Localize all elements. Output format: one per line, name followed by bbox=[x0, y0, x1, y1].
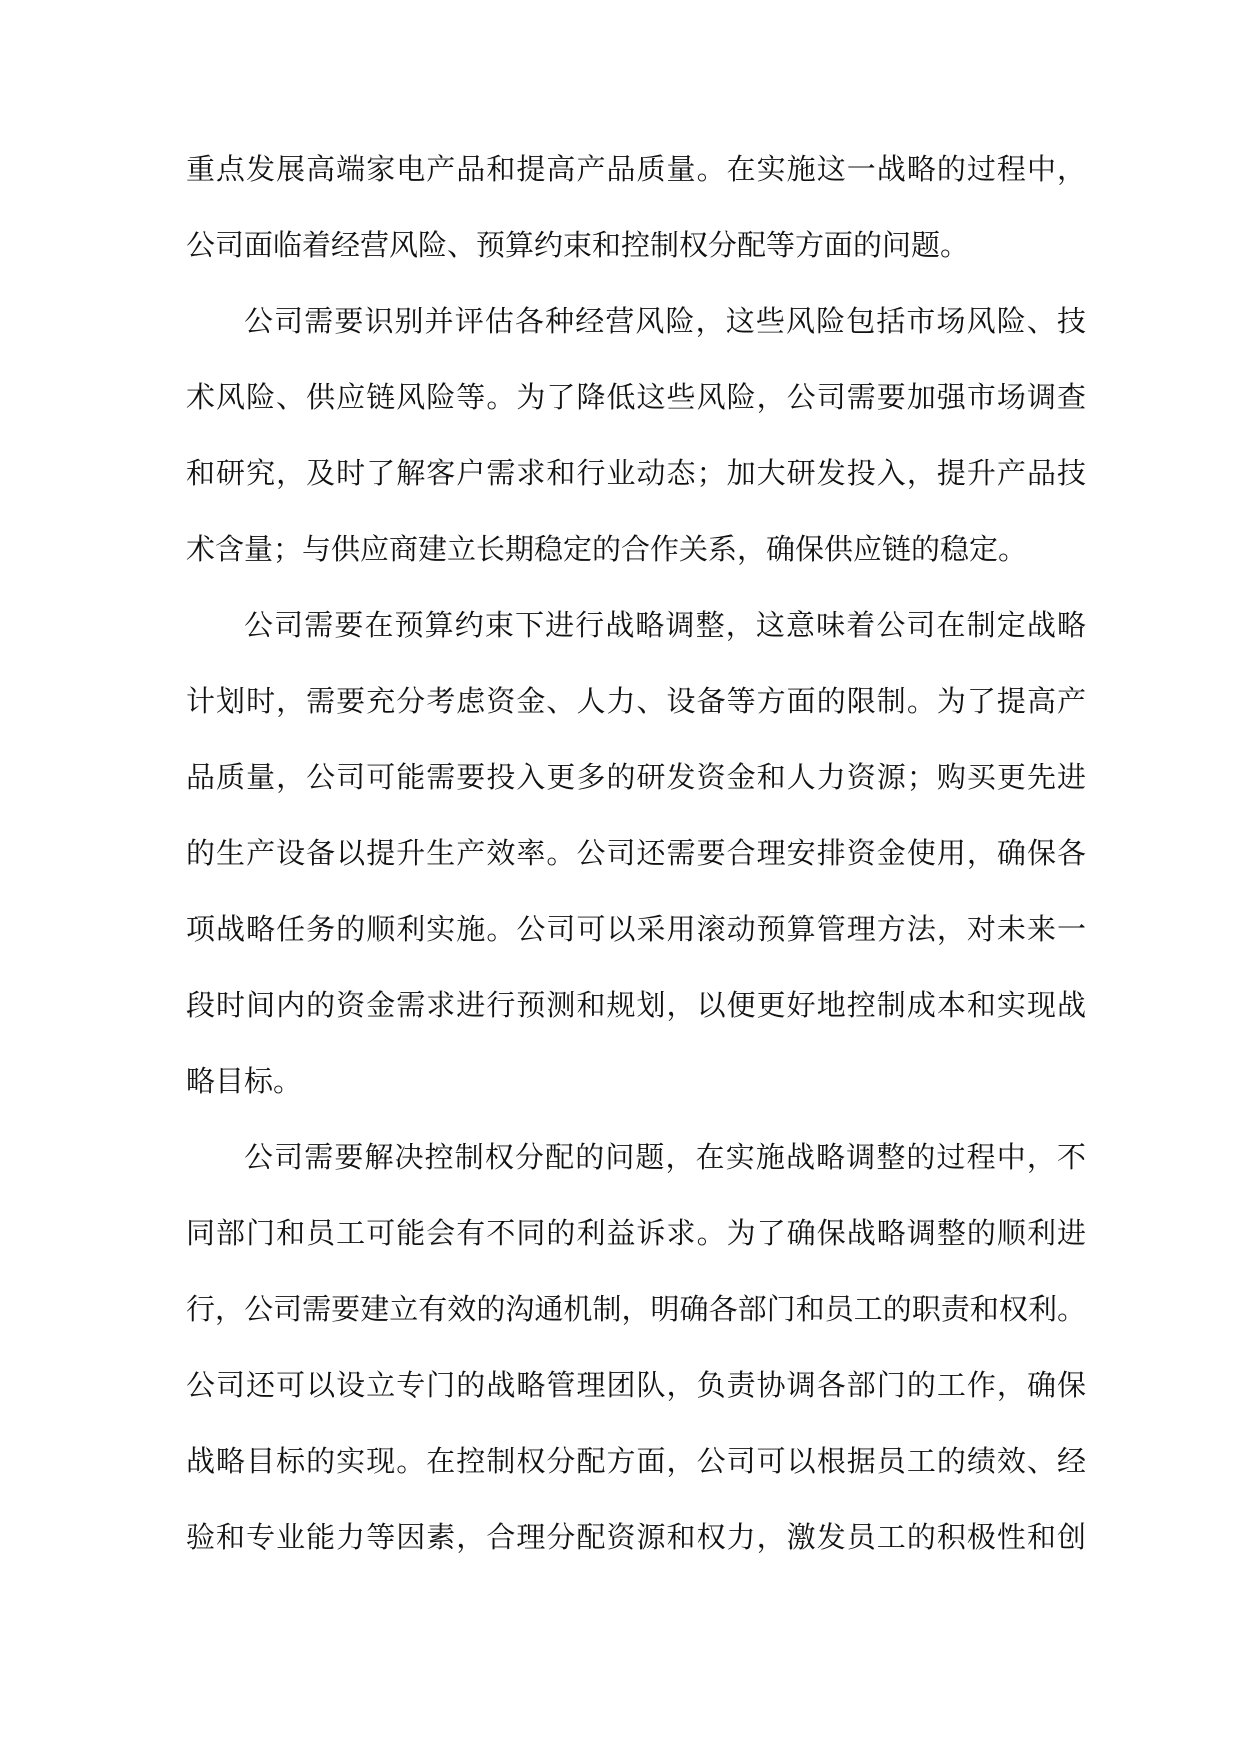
text-line: 的生产设备以提升生产效率。公司还需要合理安排资金使用，确保各 bbox=[186, 838, 1086, 870]
text-line: 同部门和员工可能会有不同的利益诉求。为了确保战略调整的顺利进 bbox=[186, 1218, 1086, 1250]
text-line: 公司面临着经营风险、预算约束和控制权分配等方面的问题。 bbox=[186, 230, 970, 262]
text-line: 公司需要解决控制权分配的问题，在实施战略调整的过程中，不 bbox=[244, 1142, 1086, 1174]
text-line: 行，公司需要建立有效的沟通机制，明确各部门和员工的职责和权利。 bbox=[186, 1294, 1086, 1326]
text-line: 公司需要在预算约束下进行战略调整，这意味着公司在制定战略 bbox=[244, 610, 1086, 642]
text-line: 术风险、供应链风险等。为了降低这些风险，公司需要加强市场调查 bbox=[186, 382, 1086, 414]
text-line: 略目标。 bbox=[186, 1066, 303, 1098]
text-line: 战略目标的实现。在控制权分配方面，公司可以根据员工的绩效、经 bbox=[186, 1446, 1086, 1478]
text-line: 计划时，需要充分考虑资金、人力、设备等方面的限制。为了提高产 bbox=[186, 686, 1086, 718]
text-line: 品质量，公司可能需要投入更多的研发资金和人力资源；购买更先进 bbox=[186, 762, 1086, 794]
text-line: 术含量；与供应商建立长期稳定的合作关系，确保供应链的稳定。 bbox=[186, 534, 1028, 566]
text-line: 公司需要识别并评估各种经营风险，这些风险包括市场风险、技 bbox=[244, 306, 1086, 338]
document-body bbox=[186, 132, 1086, 1576]
text-line: 重点发展高端家电产品和提高产品质量。在实施这一战略的过程中， bbox=[186, 154, 1086, 186]
text-line: 段时间内的资金需求进行预测和规划，以便更好地控制成本和实现战 bbox=[186, 990, 1086, 1022]
text-line: 公司还可以设立专门的战略管理团队，负责协调各部门的工作，确保 bbox=[186, 1370, 1086, 1402]
text-line: 验和专业能力等因素，合理分配资源和权力，激发员工的积极性和创 bbox=[186, 1522, 1086, 1554]
text-line: 项战略任务的顺利实施。公司可以采用滚动预算管理方法，对未来一 bbox=[186, 914, 1086, 946]
text-line: 和研究，及时了解客户需求和行业动态；加大研发投入，提升产品技 bbox=[186, 458, 1086, 490]
